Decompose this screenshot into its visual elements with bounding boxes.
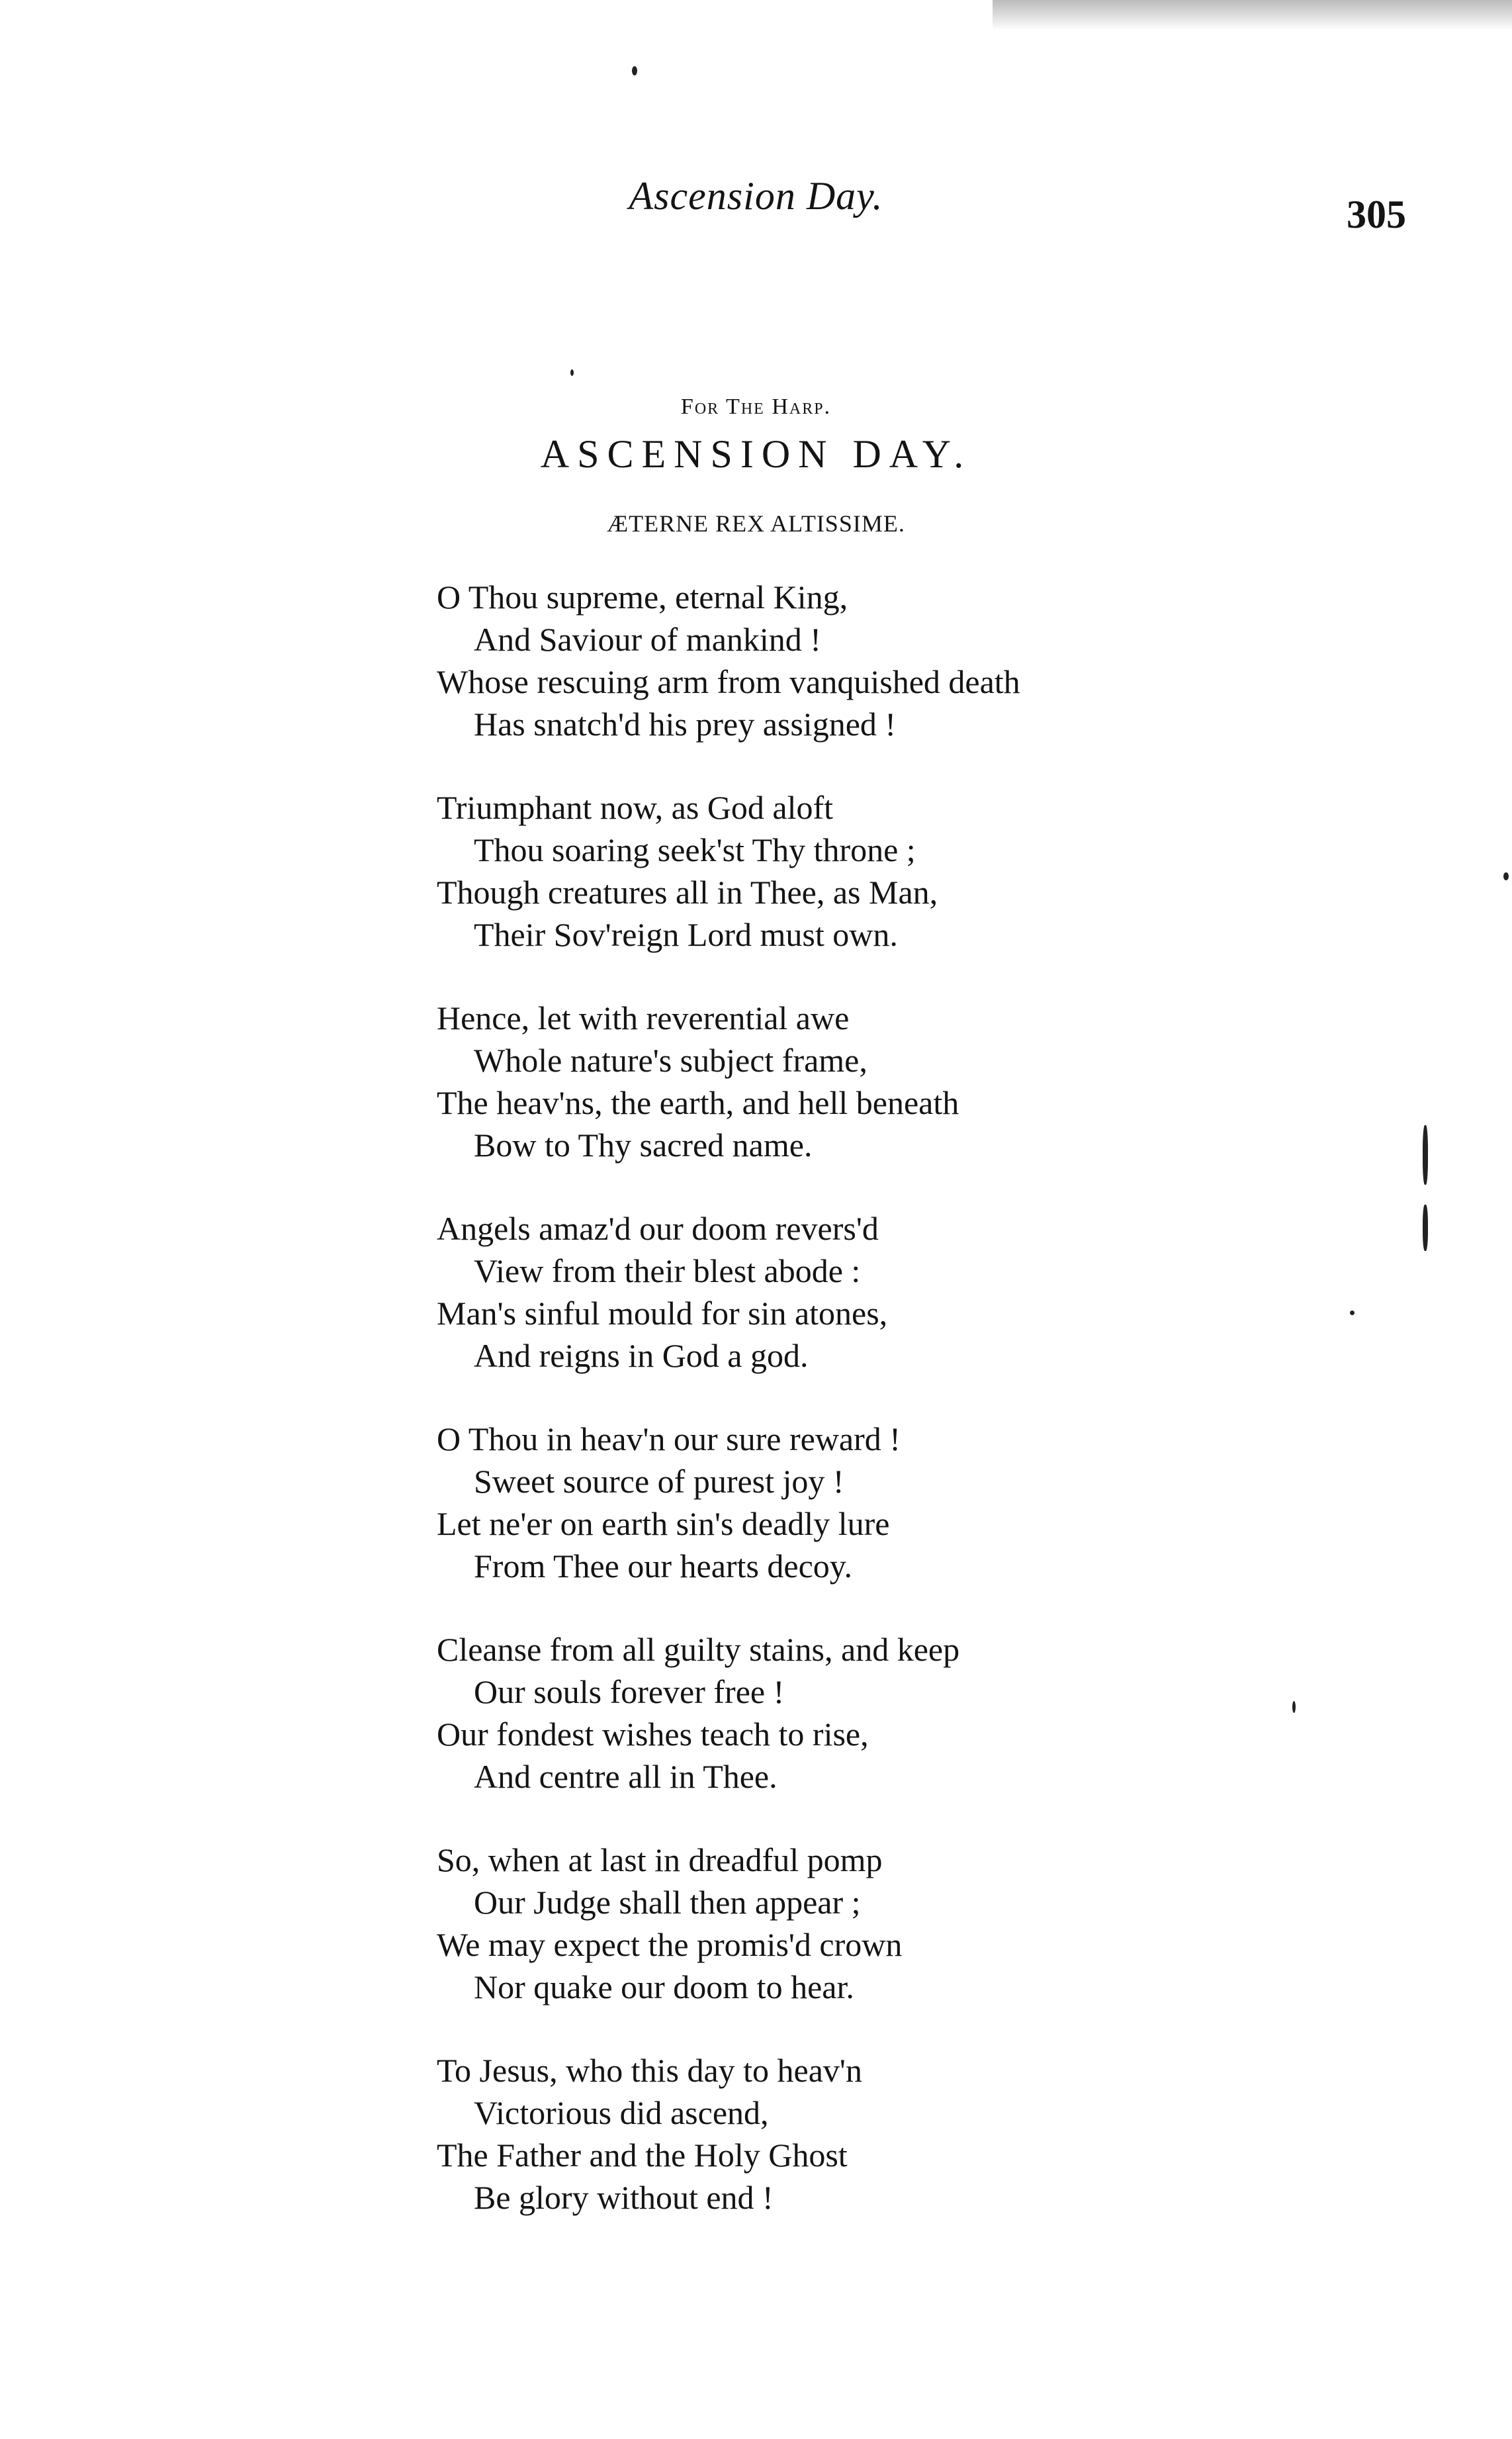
verse-line: Our souls forever free !: [474, 1673, 785, 1710]
verse-line: To Jesus, who this day to heav'n: [437, 2052, 862, 2089]
verse-line: We may expect the promis'd crown: [437, 1926, 903, 1963]
verse-line: So, when at last in dreadful pomp: [437, 1841, 883, 1878]
verse-line: Man's sinful mould for sin atones,: [437, 1295, 888, 1332]
verse-line: O Thou in heav'n our sure reward !: [437, 1420, 901, 1457]
stanza: [437, 576, 1396, 745]
verse-line: Thou soaring seek'st Thy throne ;: [474, 831, 916, 868]
verse-line: Our Judge shall then appear ;: [474, 1884, 861, 1921]
scan-speck: [1423, 1205, 1428, 1251]
verse-line: Their Sov'reign Lord must own.: [474, 916, 898, 953]
verse-line: Has snatch'd his prey assigned !: [474, 706, 897, 743]
verse-line: Cleanse from all guilty stains, and keep: [437, 1631, 960, 1668]
stanza: [437, 1839, 1396, 2008]
running-head: Ascension Day.: [629, 174, 883, 218]
verse-line: Let ne'er on earth sin's deadly lure: [437, 1505, 890, 1542]
verse-line: Though creatures all in Thee, as Man,: [437, 874, 938, 911]
verse-line: Whose rescuing arm from vanquished death: [437, 663, 1020, 700]
verse-line: From Thee our hearts decoy.: [474, 1547, 853, 1585]
scan-speck: [632, 66, 637, 75]
scan-speck: [1350, 1311, 1355, 1315]
poem-title: ASCENSION DAY.: [540, 432, 972, 476]
verse-line: Be glory without end !: [474, 2179, 774, 2216]
verse-line: Sweet source of purest joy !: [474, 1463, 844, 1500]
scan-speck: [1503, 872, 1509, 880]
page-number: 305: [1347, 193, 1406, 236]
verse-line: And reigns in God a god.: [474, 1337, 809, 1374]
verse-line: And centre all in Thee.: [474, 1758, 778, 1795]
verse-line: The Father and the Holy Ghost: [437, 2137, 848, 2174]
stanza: [437, 1207, 1396, 1377]
verse-line: And Saviour of mankind !: [474, 621, 821, 658]
verse-line: Angels amaz'd our doom revers'd: [437, 1210, 879, 1247]
verse-line: Victorious did ascend,: [474, 2094, 769, 2131]
verse-line: Hence, let with reverential awe: [437, 999, 850, 1036]
stanza: [437, 1628, 1396, 1798]
verse-line: Triumphant now, as God aloft: [437, 789, 834, 826]
verse-line: O Thou supreme, eternal King,: [437, 578, 848, 616]
stanza: [437, 2049, 1396, 2219]
scan-edge-shadow: [993, 0, 1512, 30]
scan-speck: [1423, 1125, 1428, 1185]
poem-body: [437, 576, 1396, 2260]
attribution-line: For The Harp.: [680, 394, 832, 419]
scan-speck: [1292, 1701, 1296, 1713]
verse-line: Our fondest wishes teach to rise,: [437, 1716, 869, 1753]
verse-line: Bow to Thy sacred name.: [474, 1127, 813, 1164]
verse-line: View from their blest abode :: [474, 1252, 861, 1289]
verse-line: The heav'ns, the earth, and hell beneath: [437, 1084, 959, 1121]
stanza: [437, 997, 1396, 1166]
stanza: [437, 786, 1396, 956]
verse-line: Whole nature's subject frame,: [474, 1042, 867, 1079]
stanza: [437, 1418, 1396, 1587]
verse-line: Nor quake our doom to hear.: [474, 1968, 854, 2005]
poem-subtitle: ÆTERNE REX ALTISSIME.: [607, 510, 905, 537]
scan-speck: [570, 369, 574, 376]
